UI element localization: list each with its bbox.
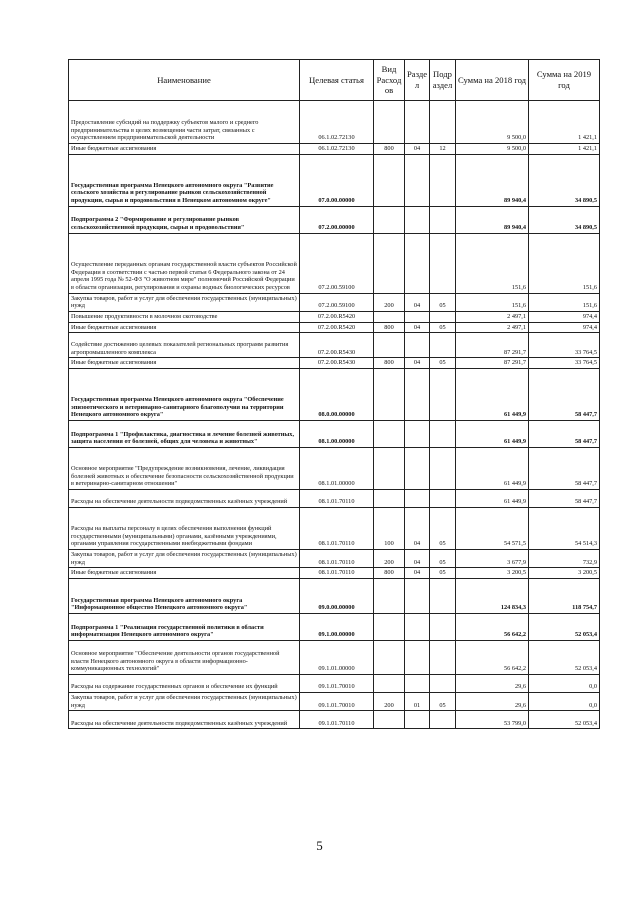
row-razdel: 04 (405, 322, 430, 333)
row-sum-2018: 89 940,4 (456, 154, 529, 206)
row-vid: 800 (374, 568, 405, 579)
row-sum-2019: 0,0 (529, 693, 600, 711)
row-razdel: 01 (405, 693, 430, 711)
row-sum-2018: 61 449,9 (456, 421, 529, 448)
row-target: 08.1.01.70110 (300, 568, 374, 579)
row-name: Закупка товаров, работ и услуг для обеспечения государственных (муниципальных) нужд (69, 293, 300, 311)
row-name: Закупка товаров, работ и услуг для обеспечения государственных (муниципальных) нужд (69, 550, 300, 568)
row-podrazdel (430, 101, 456, 144)
row-target: 09.1.01.70010 (300, 675, 374, 693)
header-sum-2018: Сумма на 2018 год (456, 60, 529, 101)
row-razdel: 04 (405, 568, 430, 579)
row-name: Предоставление субсидий на поддержку субъектов малого и среднего предпринимательства в целях возмещения части затрат, связанных с осуществлением предпринимательской деятельности (69, 101, 300, 144)
header-row (69, 60, 600, 101)
row-vid: 100 (374, 508, 405, 550)
row-vid (374, 369, 405, 421)
row-target: 09.1.01.70010 (300, 693, 374, 711)
row-razdel (405, 579, 430, 614)
row-name: Иные бюджетные ассигнования (69, 322, 300, 333)
row-vid (374, 421, 405, 448)
row-sum-2019: 52 053,4 (529, 711, 600, 729)
row-target: 09.1.00.00000 (300, 614, 374, 641)
row-sum-2019: 52 053,4 (529, 614, 600, 641)
table-header (69, 60, 600, 101)
row-sum-2019: 732,9 (529, 550, 600, 568)
row-name: Закупка товаров, работ и услуг для обеспечения государственных (муниципальных) нужд (69, 693, 300, 711)
row-target: 08.0.00.00000 (300, 369, 374, 421)
row-vid (374, 448, 405, 490)
row-razdel: 04 (405, 293, 430, 311)
row-name: Государственная программа Ненецкого автономного округа "Информационное общество Ненецкого автономного округа" (69, 579, 300, 614)
row-name: Государственная программа Ненецкого автономного округа "Развитие сельского хозяйства и регулирование рынков сельскохозяйственной продукции, сырья и продовольствия в Ненецком автономном округе" (69, 154, 300, 206)
row-podrazdel: 05 (430, 508, 456, 550)
row-name: Подпрограмма 1 "Реализация государственной политики в области информатизации Ненецкого автономного округа" (69, 614, 300, 641)
row-razdel (405, 675, 430, 693)
row-name: Расходы на обеспечение деятельности подведомственных казённых учреждений (69, 490, 300, 508)
row-sum-2019: 58 447,7 (529, 490, 600, 508)
row-name: Основное мероприятие "Обеспечение деятельности органов государственной власти Ненецкого автономного округа в области информационно-коммуникационных технологий" (69, 641, 300, 675)
page-number: 5 (316, 838, 323, 853)
program-row (69, 154, 600, 206)
header-sum-2019: Сумма на 2019 год (529, 60, 600, 101)
row-razdel (405, 154, 430, 206)
row-sum-2019: 151,6 (529, 293, 600, 311)
row-target: 09.1.01.00000 (300, 641, 374, 675)
table-row (69, 358, 600, 369)
table-row (69, 312, 600, 323)
row-target: 07.2.00.R5430 (300, 333, 374, 358)
row-sum-2019: 33 764,5 (529, 333, 600, 358)
table-row (69, 293, 600, 311)
table-row (69, 675, 600, 693)
header-name: Наименование (69, 60, 300, 101)
row-target: 07.2.00.59100 (300, 293, 374, 311)
row-name: Повышение продуктивности в молочном скотоводстве (69, 312, 300, 323)
row-sum-2019: 58 447,7 (529, 421, 600, 448)
row-vid (374, 312, 405, 323)
row-razdel (405, 312, 430, 323)
row-sum-2019: 33 764,5 (529, 358, 600, 369)
row-podrazdel (430, 614, 456, 641)
row-target: 07.0.00.00000 (300, 154, 374, 206)
row-sum-2019: 974,4 (529, 322, 600, 333)
row-target: 07.2.00.R5430 (300, 358, 374, 369)
table-row (69, 508, 600, 550)
row-razdel: 04 (405, 508, 430, 550)
row-vid (374, 154, 405, 206)
row-razdel: 04 (405, 358, 430, 369)
row-vid (374, 101, 405, 144)
row-vid: 200 (374, 693, 405, 711)
table-row (69, 333, 600, 358)
row-name: Содействие достижению целевых показателей региональных программ развития агропромышленного комплекса (69, 333, 300, 358)
row-podrazdel (430, 233, 456, 293)
table-row (69, 144, 600, 155)
row-target: 08.1.01.70110 (300, 508, 374, 550)
row-sum-2018: 54 571,5 (456, 508, 529, 550)
row-sum-2019: 0,0 (529, 675, 600, 693)
row-sum-2019: 974,4 (529, 312, 600, 323)
row-podrazdel: 05 (430, 568, 456, 579)
row-podrazdel (430, 206, 456, 233)
row-razdel (405, 711, 430, 729)
row-podrazdel (430, 711, 456, 729)
row-vid (374, 490, 405, 508)
row-target: 08.1.00.00000 (300, 421, 374, 448)
header-podrazdel: Подр аздел (430, 60, 456, 101)
row-sum-2019: 3 200,5 (529, 568, 600, 579)
row-vid (374, 206, 405, 233)
table-row (69, 568, 600, 579)
row-vid (374, 579, 405, 614)
row-name: Подпрограмма 1 "Профилактика, диагностика и лечение болезней животных, защита населения от болезней, общих для человека и животных" (69, 421, 300, 448)
row-sum-2019: 54 514,3 (529, 508, 600, 550)
row-podrazdel (430, 641, 456, 675)
row-razdel (405, 206, 430, 233)
row-name: Расходы на выплаты персоналу в целях обеспечения выполнения функций государственными (муниципальными) органами, казёнными учреждениями, органами управления государственными внебюджетными фондами (69, 508, 300, 550)
row-sum-2018: 3 200,5 (456, 568, 529, 579)
row-vid (374, 675, 405, 693)
row-sum-2018: 29,6 (456, 693, 529, 711)
row-name: Подпрограмма 2 "Формирование и регулирование рынков сельскохозяйственной продукции, сырья и продовольствия" (69, 206, 300, 233)
table-body (69, 101, 600, 729)
row-target: 07.2.00.R5420 (300, 312, 374, 323)
row-podrazdel (430, 369, 456, 421)
row-sum-2018: 87 291,7 (456, 333, 529, 358)
row-sum-2019: 34 890,5 (529, 206, 600, 233)
row-podrazdel (430, 312, 456, 323)
budget-table (68, 59, 600, 729)
row-razdel (405, 448, 430, 490)
row-podrazdel: 05 (430, 693, 456, 711)
row-name: Расходы на содержание государственных органов и обеспечение их функций (69, 675, 300, 693)
table-row (69, 550, 600, 568)
row-sum-2018: 56 642,2 (456, 614, 529, 641)
table-row (69, 233, 600, 293)
row-target: 08.1.01.70110 (300, 550, 374, 568)
program-row (69, 579, 600, 614)
row-podrazdel (430, 448, 456, 490)
table-row (69, 101, 600, 144)
header-target: Целевая статья (300, 60, 374, 101)
row-sum-2018: 3 677,9 (456, 550, 529, 568)
table-row (69, 693, 600, 711)
row-name: Государственная программа Ненецкого автономного округа "Обеспечение эпизоотического и ветеринарно-санитарного благополучия на территории Ненецкого автономного округа" (69, 369, 300, 421)
row-target: 08.1.01.00000 (300, 448, 374, 490)
row-razdel (405, 641, 430, 675)
row-razdel (405, 490, 430, 508)
row-sum-2018: 9 500,0 (456, 144, 529, 155)
row-podrazdel (430, 579, 456, 614)
row-razdel (405, 421, 430, 448)
row-sum-2018: 29,6 (456, 675, 529, 693)
row-sum-2018: 56 642,2 (456, 641, 529, 675)
subprogram-row (69, 614, 600, 641)
row-vid: 200 (374, 550, 405, 568)
row-target: 07.2.00.59100 (300, 233, 374, 293)
row-podrazdel: 05 (430, 358, 456, 369)
row-podrazdel (430, 675, 456, 693)
row-sum-2018: 61 449,9 (456, 490, 529, 508)
row-razdel (405, 369, 430, 421)
row-name: Иные бюджетные ассигнования (69, 144, 300, 155)
row-podrazdel (430, 490, 456, 508)
row-podrazdel: 05 (430, 293, 456, 311)
row-target: 07.2.00.00000 (300, 206, 374, 233)
row-sum-2019: 34 890,5 (529, 154, 600, 206)
row-target: 08.1.01.70110 (300, 490, 374, 508)
row-sum-2018: 87 291,7 (456, 358, 529, 369)
row-sum-2019: 58 447,7 (529, 369, 600, 421)
row-vid: 800 (374, 358, 405, 369)
row-vid (374, 711, 405, 729)
row-podrazdel (430, 154, 456, 206)
row-sum-2019: 1 421,1 (529, 101, 600, 144)
row-podrazdel (430, 333, 456, 358)
row-podrazdel: 12 (430, 144, 456, 155)
row-name: Иные бюджетные ассигнования (69, 358, 300, 369)
table-row (69, 711, 600, 729)
row-vid: 200 (374, 293, 405, 311)
row-vid: 800 (374, 322, 405, 333)
row-vid (374, 614, 405, 641)
header-vid: Вид Расход ов (374, 60, 405, 101)
row-podrazdel (430, 421, 456, 448)
row-vid (374, 233, 405, 293)
program-row (69, 369, 600, 421)
row-razdel: 04 (405, 550, 430, 568)
row-sum-2019: 1 421,1 (529, 144, 600, 155)
row-name: Расходы на обеспечение деятельности подведомственных казённых учреждений (69, 711, 300, 729)
table-row (69, 448, 600, 490)
subprogram-row (69, 206, 600, 233)
row-vid (374, 333, 405, 358)
row-sum-2018: 151,6 (456, 293, 529, 311)
row-razdel (405, 333, 430, 358)
row-sum-2018: 2 497,1 (456, 312, 529, 323)
row-sum-2019: 52 053,4 (529, 641, 600, 675)
row-sum-2018: 151,6 (456, 233, 529, 293)
row-razdel (405, 101, 430, 144)
row-razdel (405, 233, 430, 293)
row-sum-2018: 2 497,1 (456, 322, 529, 333)
row-sum-2018: 53 799,0 (456, 711, 529, 729)
subprogram-row (69, 421, 600, 448)
row-sum-2018: 124 834,3 (456, 579, 529, 614)
row-sum-2018: 89 940,4 (456, 206, 529, 233)
row-razdel (405, 614, 430, 641)
row-target: 07.2.00.R5420 (300, 322, 374, 333)
row-name: Осуществление переданных органам государственной власти субъектов Российской Федерации в соответствии с частью первой статьи 6 Федерального закона от 24 апреля 1995 года № 52-ФЗ "О животном мире" полномочий Российской Федерации в области организации, регулирования и охраны водных биологических ресурсов (69, 233, 300, 293)
row-vid: 800 (374, 144, 405, 155)
row-target: 09.0.00.00000 (300, 579, 374, 614)
row-vid (374, 641, 405, 675)
row-name: Основное мероприятие "Предупреждение возникновения, лечение, ликвидация болезней животных и обеспечение безопасности сельскохозяйственной продукции в ветеринарно-санитарном отношении" (69, 448, 300, 490)
row-sum-2018: 61 449,9 (456, 448, 529, 490)
table-row (69, 641, 600, 675)
row-podrazdel: 05 (430, 322, 456, 333)
row-target: 06.1.02.72130 (300, 101, 374, 144)
row-podrazdel: 05 (430, 550, 456, 568)
row-razdel: 04 (405, 144, 430, 155)
row-sum-2019: 151,6 (529, 233, 600, 293)
row-sum-2019: 118 754,7 (529, 579, 600, 614)
row-name: Иные бюджетные ассигнования (69, 568, 300, 579)
row-sum-2019: 58 447,7 (529, 448, 600, 490)
header-razdel: Разде л (405, 60, 430, 101)
row-target: 09.1.01.70110 (300, 711, 374, 729)
row-sum-2018: 61 449,9 (456, 369, 529, 421)
table-row (69, 322, 600, 333)
row-sum-2018: 9 500,0 (456, 101, 529, 144)
table-row (69, 490, 600, 508)
row-target: 06.1.02.72130 (300, 144, 374, 155)
